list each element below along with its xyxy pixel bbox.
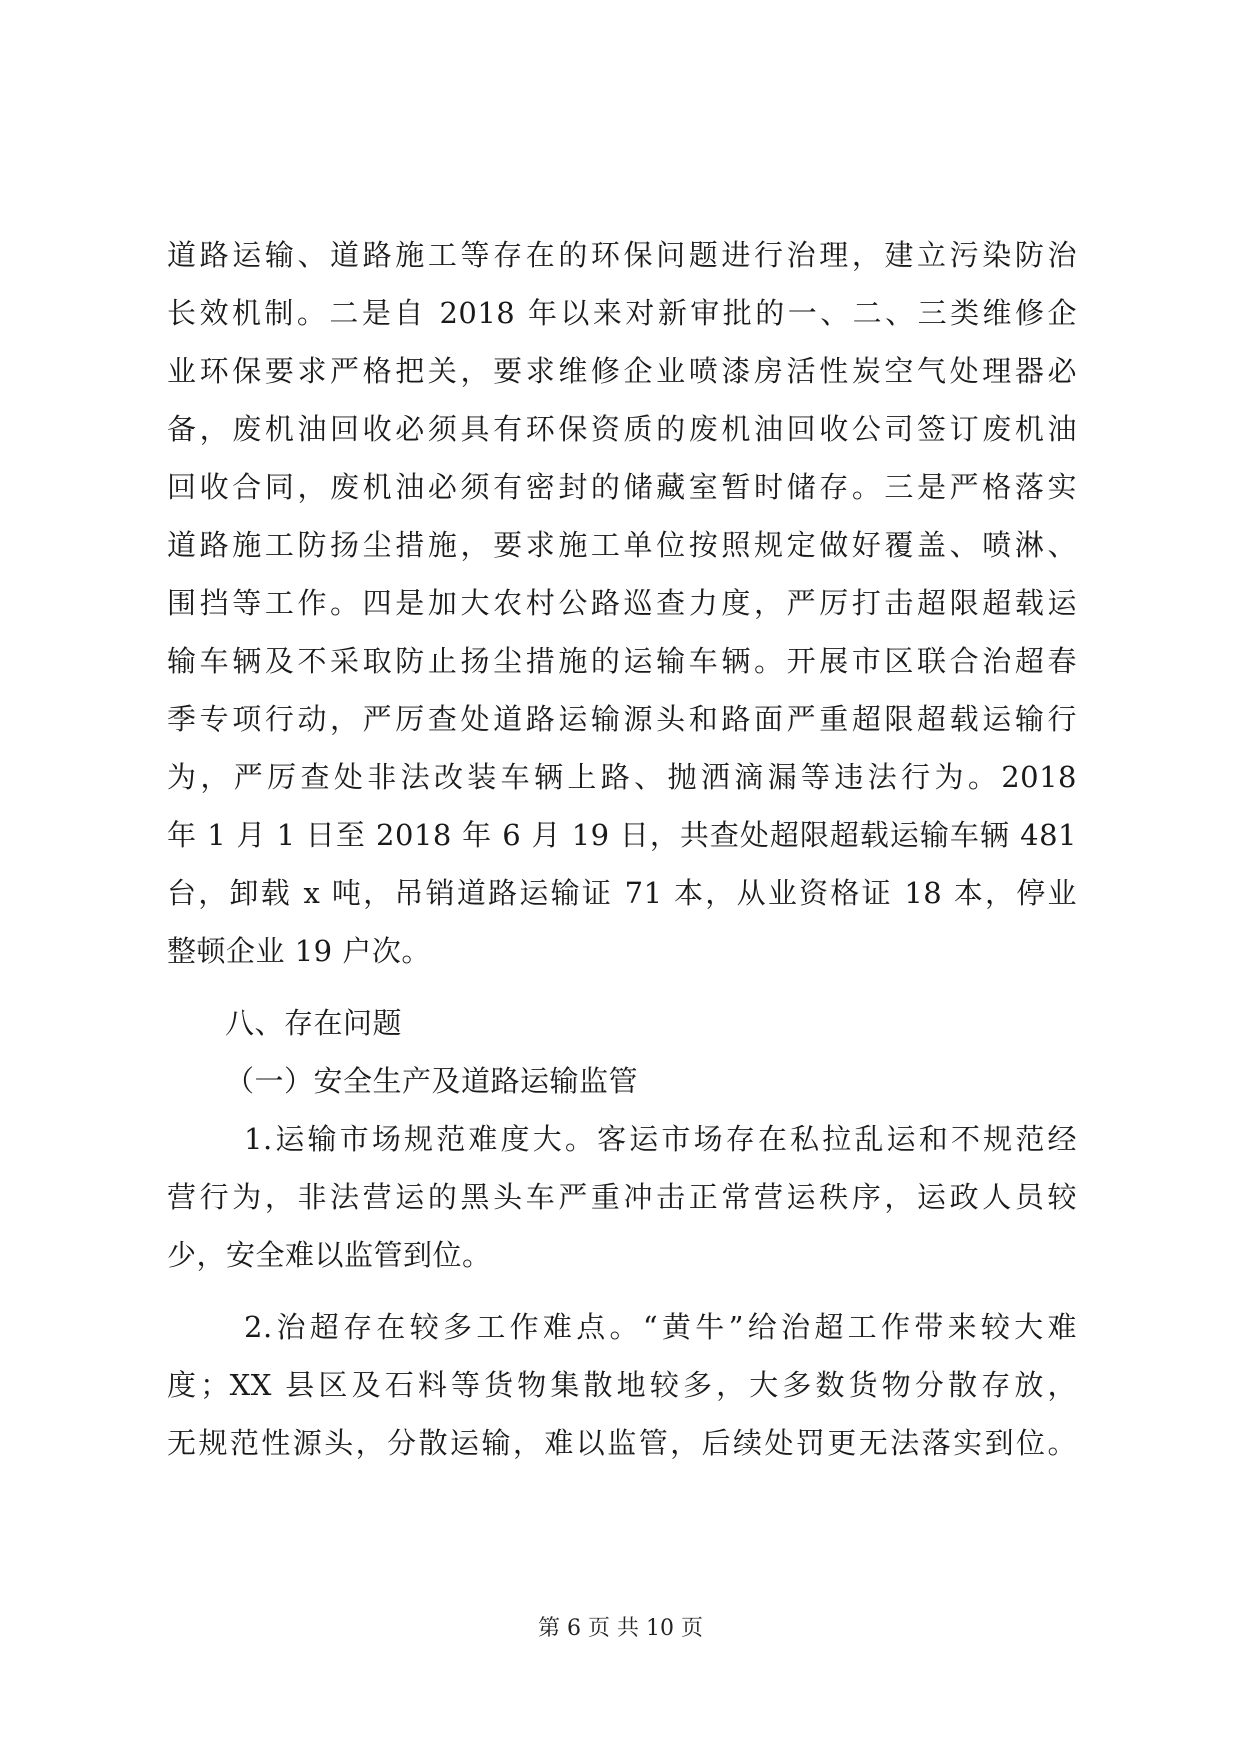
paragraph-line: 为，严厉查处非法改装车辆上路、抛洒滴漏等违法行为。2018 bbox=[167, 760, 1077, 794]
paragraph-line: 道路施工防扬尘措施，要求施工单位按照规定做好覆盖、喷淋、 bbox=[167, 528, 1077, 562]
paragraph-line: 整顿企业 19 户次。 bbox=[167, 934, 431, 968]
section-heading: 八、存在问题 bbox=[225, 1006, 403, 1040]
subsection-heading: （一）安全生产及道路运输监管 bbox=[225, 1064, 639, 1098]
document-body bbox=[167, 226, 1077, 1472]
list-item-line: 无规范性源头，分散运输，难以监管，后续处罚更无法落实到位。 bbox=[167, 1426, 1077, 1460]
paragraph-line: 台，卸载 x 吨，吊销道路运输证 71 本，从业资格证 18 本，停业 bbox=[167, 876, 1077, 910]
paragraph-line: 长效机制。二是自 2018 年以来对新审批的一、二、三类维修企 bbox=[167, 296, 1077, 330]
list-item-line: 2.治超存在较多工作难点。“黄牛”给治超工作带来较大难 bbox=[244, 1310, 1077, 1344]
list-item-line: 度；XX 县区及石料等货物集散地较多，大多数货物分散存放， bbox=[167, 1368, 1077, 1402]
paragraph-line: 围挡等工作。四是加大农村公路巡查力度，严厉打击超限超载运 bbox=[167, 586, 1077, 620]
page-number-footer: 第 6 页 共 10 页 bbox=[538, 1616, 703, 1641]
list-item-line: 少，安全难以监管到位。 bbox=[167, 1238, 492, 1272]
paragraph-line: 备，废机油回收必须具有环保资质的废机油回收公司签订废机油 bbox=[167, 412, 1077, 446]
list-item-line: 1.运输市场规范难度大。客运市场存在私拉乱运和不规范经 bbox=[244, 1122, 1077, 1156]
paragraph-line: 回收合同，废机油必须有密封的储藏室暂时储存。三是严格落实 bbox=[167, 470, 1077, 504]
paragraph-line: 年 1 月 1 日至 2018 年 6 月 19 日，共查处超限超载运输车辆 481 bbox=[167, 818, 1077, 852]
paragraph-line: 道路运输、道路施工等存在的环保问题进行治理，建立污染防治 bbox=[167, 238, 1077, 272]
paragraph-line: 输车辆及不采取防止扬尘措施的运输车辆。开展市区联合治超春 bbox=[167, 644, 1077, 678]
paragraph-line: 季专项行动，严厉查处道路运输源头和路面严重超限超载运输行 bbox=[167, 702, 1077, 736]
paragraph-line: 业环保要求严格把关，要求维修企业喷漆房活性炭空气处理器必 bbox=[167, 354, 1077, 388]
list-item-line: 营行为，非法营运的黑头车严重冲击正常营运秩序，运政人员较 bbox=[167, 1180, 1077, 1214]
